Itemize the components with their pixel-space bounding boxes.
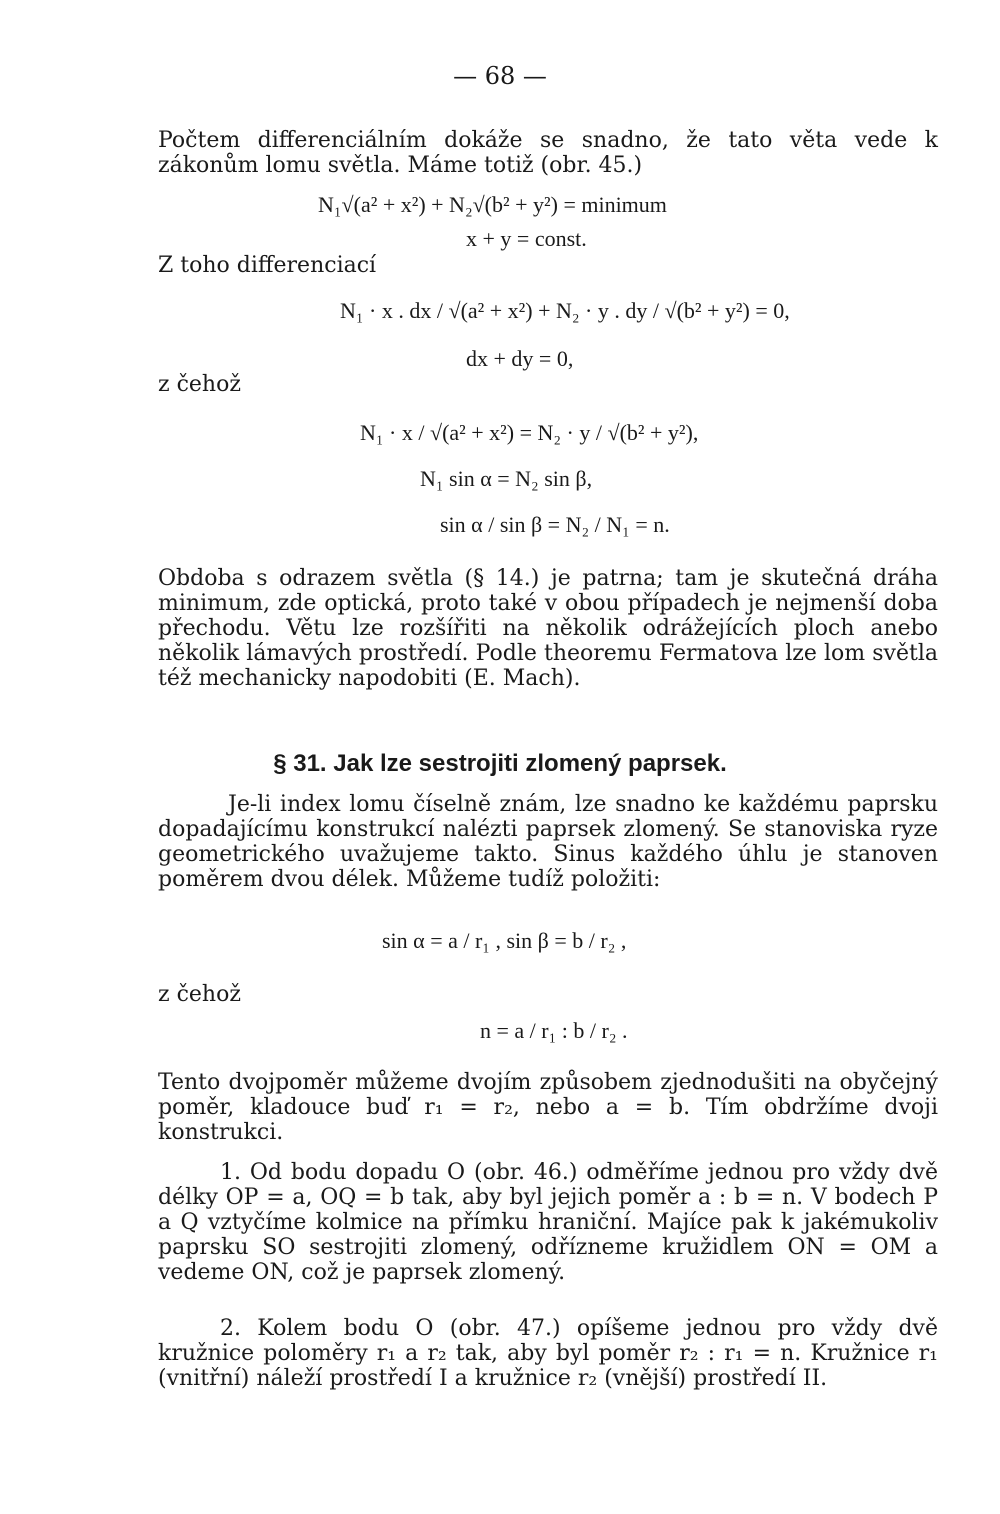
section-paragraph: Je-li index lomu číselně znám, lze snadno ke každému paprsku dopadajícímu konstrukcí nalézti paprsek zlomený. Se stanoviska ryze geometrického uvažujeme takto. Sinus každého úhlu je stanoven poměrem dvou délek. Můžeme tudíž položiti: (158, 792, 938, 892)
equation-ratio: N₁ · x / √(a² + x²) = N₂ · y / √(b² + y²), (360, 420, 699, 445)
section-heading: § 31. Jak lze sestrojiti zlomený paprsek. (273, 750, 727, 777)
equation-sines: sin α = a / r₁ , sin β = b / r₂ , (382, 928, 627, 953)
equation-index: sin α / sin β = N₂ / N₁ = n. (440, 512, 670, 537)
ratio-paragraph: Tento dvojpoměr můžeme dvojím způsobem zjednodušiti na obyčejný poměr, kladouce buď r₁ = r₂, nebo a = b. Tím obdržíme dvoji konstrukci. (158, 1070, 938, 1145)
label-differenciaci: Z toho differenciací (158, 253, 377, 278)
equation-minimum: N₁√(a² + x²) + N₂√(b² + y²) = minimum (318, 192, 667, 217)
analogy-paragraph: Obdoba s odrazem světla (§ 14.) je patrna; tam je skutečná dráha minimum, zde optická, proto také v obou případech je nejmenší doba přechodu. Větu lze rozšířiti na několik odrážejících ploch anebo několik lámavých prostředí. Podle theoremu Fermatova lze lom světla též mechanicky napodobiti (E. Mach). (158, 566, 938, 691)
page-number: — 68 — (453, 62, 547, 90)
equation-sine-law: N₁ sin α = N₂ sin β, (420, 466, 593, 491)
intro-paragraph: Počtem differenciálním dokáže se snadno, že tato věta vede k zákonům lomu světla. Máme totiž (obr. 45.) (158, 128, 938, 178)
equation-differential: N₁ · x . dx / √(a² + x²) + N₂ · y . dy / √(b² + y²) = 0, (340, 298, 790, 323)
label-cehoz-1: z čehož (158, 372, 241, 397)
equation-const: x + y = const. (466, 226, 587, 251)
equation-dx-dy: dx + dy = 0, (466, 346, 574, 371)
equation-double-ratio: n = a / r₁ : b / r₂ . (480, 1018, 628, 1043)
label-cehoz-2: z čehož (158, 982, 241, 1007)
item1-paragraph: 1. Od bodu dopadu O (obr. 46.) odměříme jednou pro vždy dvě délky OP = a, OQ = b tak, aby byl jejich poměr a : b = n. V bodech P a Q vztyčíme kolmice na přímku hraniční. Majíce pak k jakémukoliv paprsku SO sestrojiti zlomený, odřízneme kružidlem ON = OM a vedeme ON, což je paprsek zlomený. (158, 1160, 938, 1285)
item2-paragraph: 2. Kolem bodu O (obr. 47.) opíšeme jednou pro vždy dvě kružnice poloměry r₁ a r₂ tak, aby byl poměr r₂ : r₁ = n. Kružnice r₁ (vnitřní) náleží prostředí I a kružnice r₂ (vnější) prostředí II. (158, 1316, 938, 1391)
